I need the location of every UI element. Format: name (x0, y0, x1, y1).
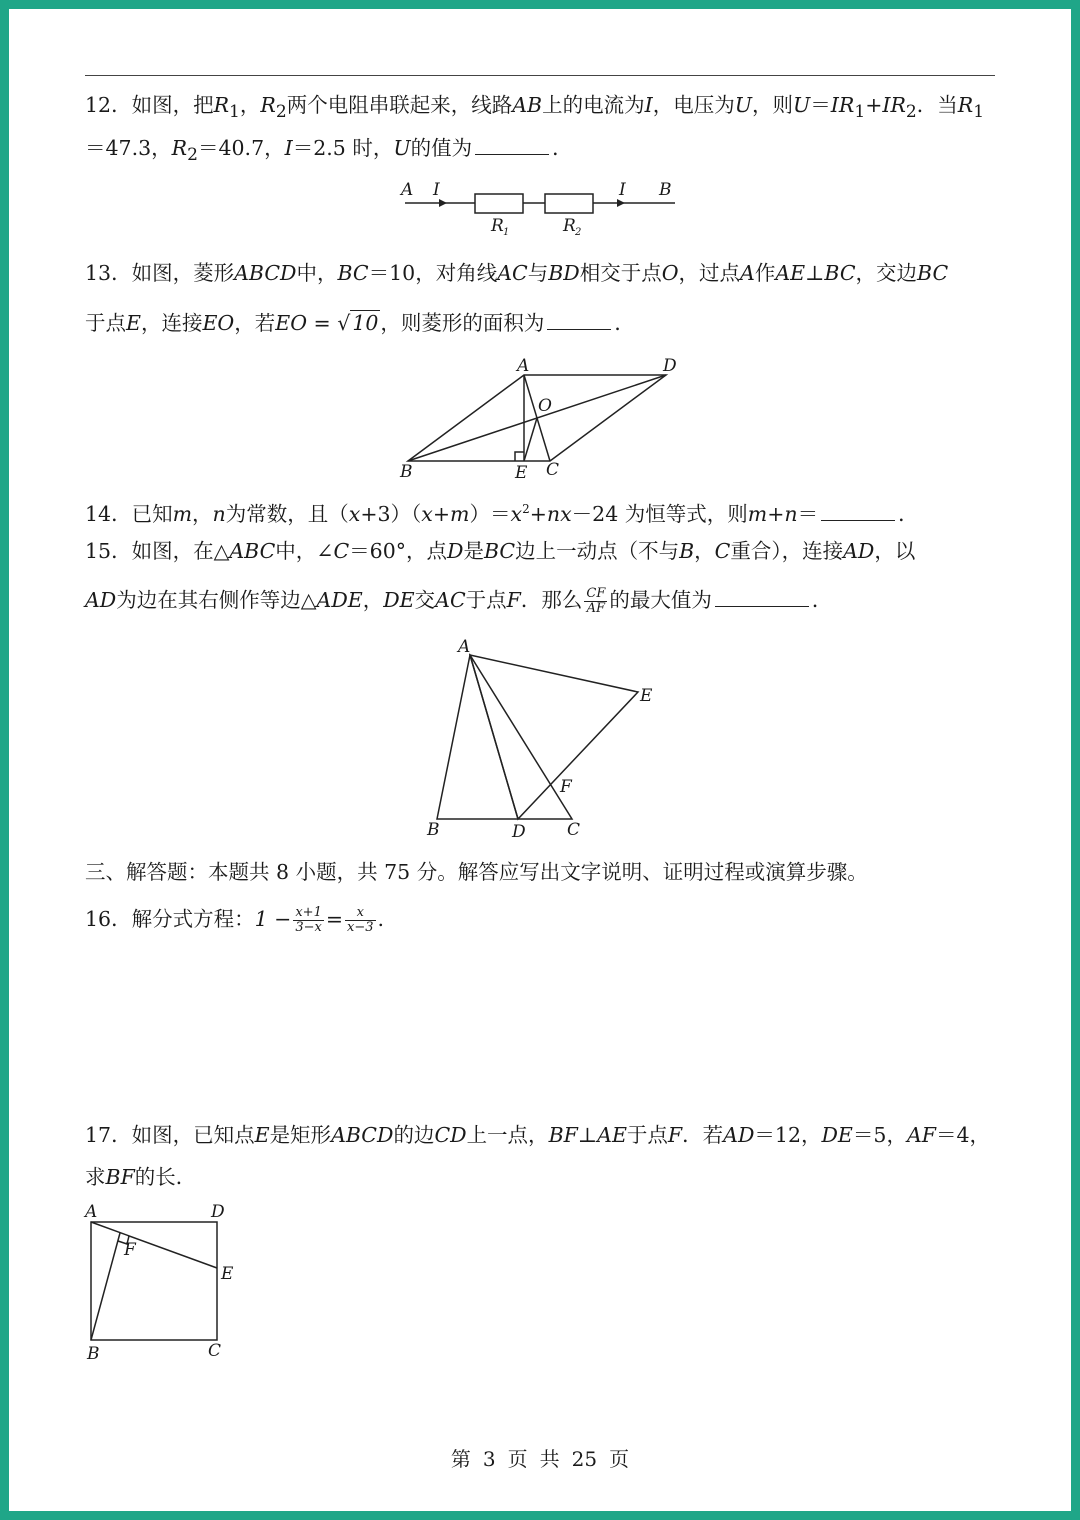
svg-text:E: E (515, 463, 528, 483)
q16-fraction-right: $\frac{x}{x-3}$ (347, 905, 374, 935)
q13-rhombus-figure (395, 355, 685, 485)
q16-fraction-left: $\frac{x+1}{3-x}$ (295, 905, 322, 935)
q16-line: 16．解分式方程：1 − $\frac{x+1}{3-x}$ = $\frac{x}{x-3}$ . (85, 905, 385, 935)
q15-line1: 15．如图，在△ABC中，∠C＝60°，点D是BC边上一动点（不与B，C重合），连接AD，以 (85, 539, 916, 563)
svg-text:A: A (85, 1202, 98, 1222)
svg-text:C: C (546, 460, 560, 480)
svg-text:B: B (427, 820, 440, 840)
page-number: 3 (482, 1447, 496, 1471)
svg-text:F: F (124, 1240, 136, 1260)
q13-line1: 13．如图，菱形ABCD中，BC＝10，对角线AC与BD相交于点O，过点A作AE⊥BC，交边BC (85, 261, 949, 285)
svg-text:B: B (87, 1344, 100, 1364)
q15-line2: AD为边在其右侧作等边△ADE，DE交AC于点F．那么 $\frac{CF}{AF}$ 的最大值为 ． (85, 586, 833, 616)
svg-text:D: D (211, 1202, 225, 1222)
q13-answer-blank[interactable] (547, 311, 611, 330)
svg-text:R: R (491, 216, 504, 236)
q17-line2: 求BF的长． (85, 1165, 197, 1189)
svg-text:F: F (560, 777, 572, 797)
svg-text:R: R (563, 216, 576, 236)
svg-text:C: C (208, 1341, 222, 1361)
q15-fraction: $\frac{CF}{AF}$ (586, 586, 606, 616)
svg-text:I: I (433, 180, 440, 200)
svg-text:C: C (567, 820, 581, 840)
q12-answer-blank[interactable] (475, 136, 549, 155)
svg-text:B: B (659, 180, 672, 200)
svg-text:D: D (512, 822, 526, 842)
svg-text:D: D (663, 356, 677, 376)
svg-text:I: I (619, 180, 626, 200)
q12-line1: 12．如图，把$R_1$，$R_2$两个电阻串联起来，线路AB上的电流为I，电压为U，则$U=IR_1+IR_2$．当$R_1$ (85, 93, 985, 123)
svg-text:1: 1 (503, 227, 510, 238)
q14-answer-blank[interactable] (821, 502, 895, 521)
svg-text:O: O (538, 396, 552, 416)
q12-line2: ＝47.3，$R_2=40.7$，I＝2.5 时，U的值为 ． (85, 136, 573, 166)
page-total: 25 (571, 1447, 598, 1471)
svg-text:A: A (517, 356, 530, 376)
header-rule (85, 75, 995, 76)
svg-text:A: A (458, 637, 471, 657)
page-footer: 第 3 页 共 25 页 (450, 1447, 630, 1471)
q14-line: 14．已知m，n为常数，且$(x+3)(x+m)=x^2+nx-24$ 为恒等式，则m+n＝ ． (85, 501, 919, 526)
q15-triangle-figure (420, 635, 665, 845)
q12-circuit-figure (395, 178, 685, 240)
q17-rectangle-figure (80, 1198, 250, 1368)
svg-text:E: E (221, 1264, 234, 1284)
svg-text:2: 2 (575, 227, 582, 238)
section-3-heading: 三、解答题：本题共 8 小题，共 75 分。解答应写出文字说明、证明过程或演算步骤。 (85, 860, 868, 884)
svg-text:A: A (401, 180, 414, 200)
q17-line1: 17．如图，已知点E是矩形ABCD的边CD上一点，BF⊥AE于点F．若AD＝12，DE＝5，AF＝4， (85, 1123, 991, 1147)
q15-answer-blank[interactable] (715, 588, 809, 607)
svg-text:B: B (400, 462, 413, 482)
q13-line2: 于点E，连接EO，若EO = √10，则菱形的面积为 ． (85, 311, 635, 335)
svg-text:E: E (640, 686, 653, 706)
